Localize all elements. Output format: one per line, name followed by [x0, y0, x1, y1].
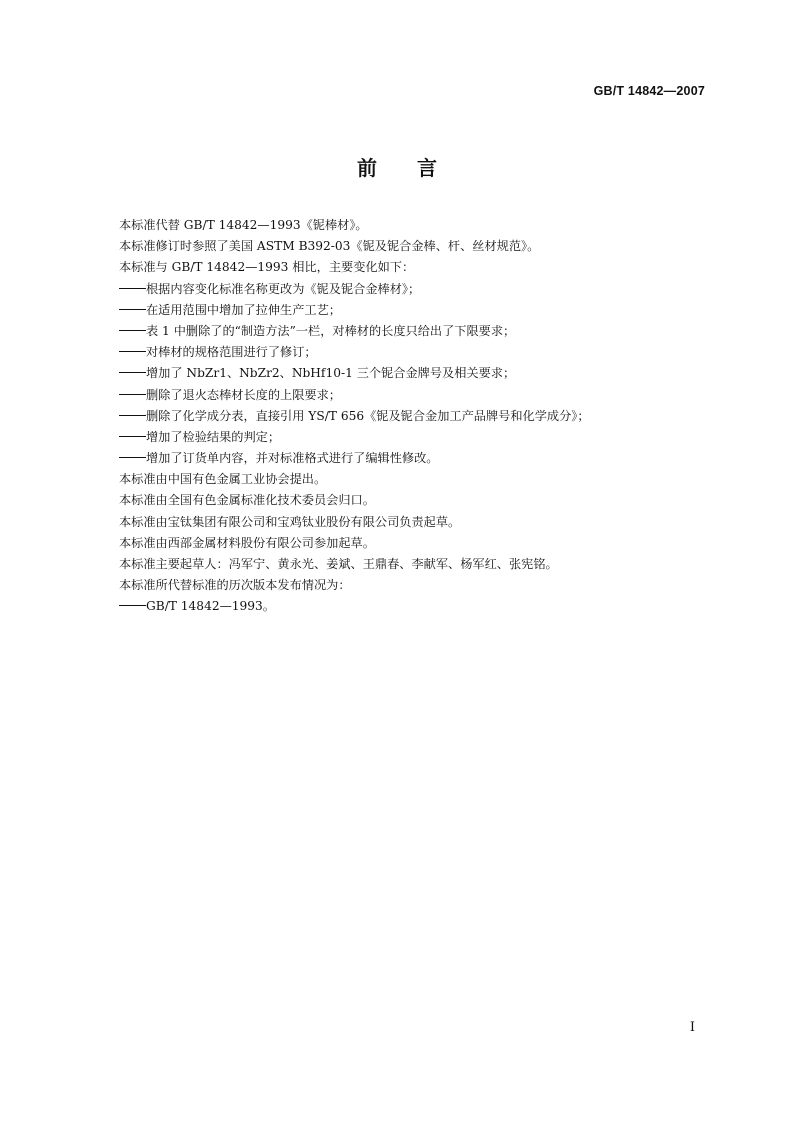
- dash-marker: [119, 330, 146, 331]
- statement-committee: 本标准由全国有色金属标准化技术委员会归口。: [119, 493, 375, 508]
- history-item-text: GB/T 14842—1993。: [146, 599, 275, 614]
- change-item: [119, 363, 709, 384]
- change-item: [119, 342, 709, 363]
- foreword-body: [119, 215, 709, 618]
- dash-marker: [119, 436, 146, 437]
- statement-authors: 本标准主要起草人：冯军宁、黄永光、姜斌、王鼎春、李献军、杨军红、张宪铭。: [119, 557, 558, 571]
- change-item-text: 对棒材的规格范围进行了修订；: [146, 345, 317, 360]
- dash-marker: [119, 457, 146, 458]
- change-item-text: 删除了退火态棒材长度的上限要求；: [146, 387, 341, 402]
- statement-participant: 本标准由西部金属材料股份有限公司参加起草。: [119, 535, 375, 550]
- dash-marker: [119, 372, 146, 373]
- change-item-text: 表 1 中删除了的“制造方法”一栏，对棒材的长度只给出了下限要求；: [146, 323, 516, 338]
- dash-marker: [119, 394, 146, 395]
- change-item-text: 增加了检验结果的判定；: [146, 429, 281, 444]
- change-item-text: 在适用范围中增加了拉伸生产工艺；: [146, 302, 341, 317]
- change-item-text: 增加了 NbZr1、NbZr2、NbHf10-1 三个铌合金牌号及相关要求；: [146, 366, 516, 381]
- change-item: [119, 385, 709, 406]
- paragraph-changes-intro: 本标准与 GB/T 14842—1993 相比，主要变化如下：: [119, 260, 415, 275]
- statement-drafter: 本标准由宝钛集团有限公司和宝鸡钛业股份有限公司负责起草。: [119, 514, 461, 529]
- change-item: [119, 427, 709, 448]
- page-number: I: [689, 1020, 695, 1035]
- statement-history-intro: 本标准所代替标准的历次版本发布情况为：: [119, 578, 351, 593]
- change-item: [119, 300, 709, 321]
- change-item: [119, 406, 709, 427]
- change-item-text: 删除了化学成分表，直接引用 YS/T 656《铌及铌合金加工产品牌号和化学成分》；: [146, 408, 590, 423]
- change-item-text: 增加了订货单内容，并对标准格式进行了编辑性修改。: [146, 451, 439, 466]
- dash-marker: [119, 351, 146, 352]
- change-item: [119, 321, 709, 342]
- history-item: [119, 596, 709, 617]
- change-item: [119, 448, 709, 469]
- change-item-text: 根据内容变化标准名称更改为《铌及铌合金棒材》；: [146, 281, 421, 296]
- dash-marker: [119, 309, 146, 310]
- paragraph-reference: 本标准修订时参照了美国 ASTM B392-03《铌及铌合金棒、杆、丝材规范》。: [119, 239, 540, 254]
- paragraph-supersedes: 本标准代替 GB/T 14842—1993《铌棒材》。: [119, 218, 368, 232]
- page-title: 前言: [357, 156, 477, 180]
- statement-proposer: 本标准由中国有色金属工业协会提出。: [119, 472, 327, 487]
- dash-marker: [119, 605, 146, 606]
- dash-marker: [119, 288, 146, 289]
- change-item: [119, 279, 709, 300]
- dash-marker: [119, 415, 146, 416]
- standard-code-header: GB/T 14842—2007: [593, 84, 705, 98]
